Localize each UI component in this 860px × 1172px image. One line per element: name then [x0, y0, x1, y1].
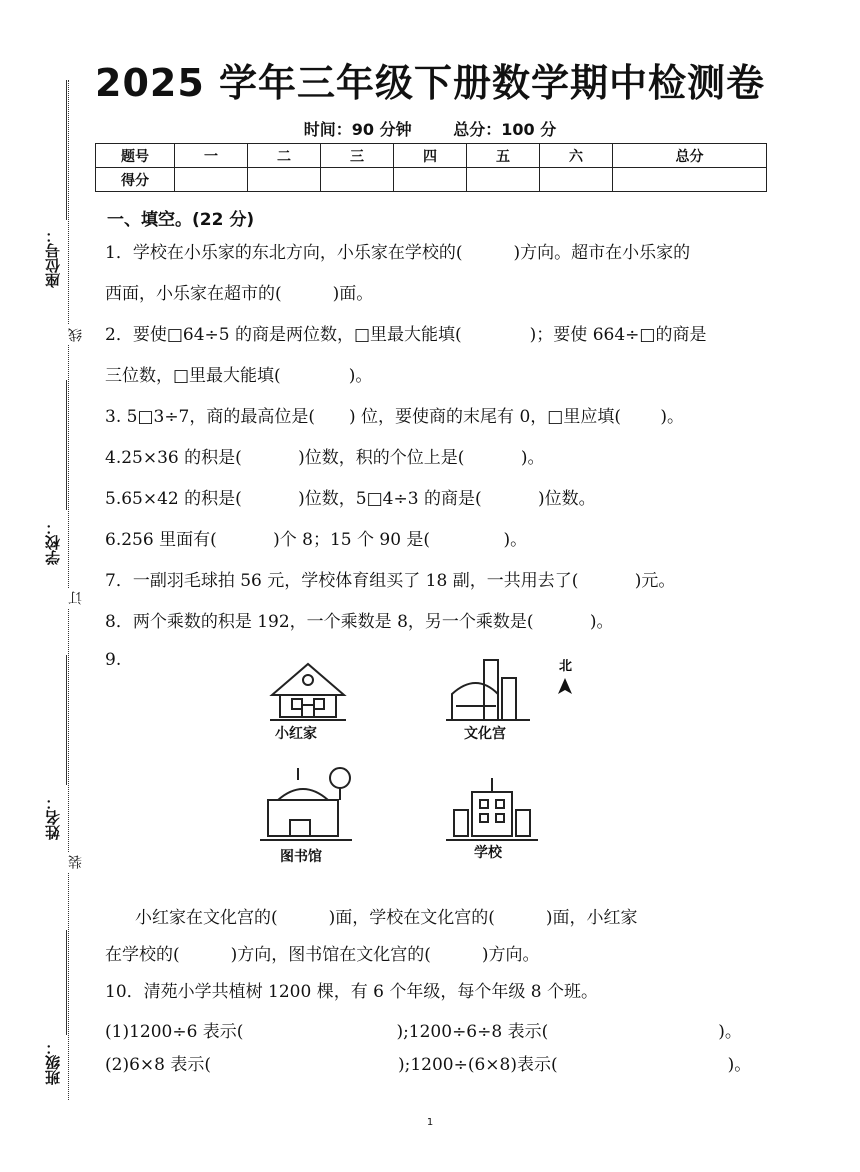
score-header-cell: 四 — [394, 144, 467, 168]
score-table-header-row — [96, 144, 767, 168]
score-cell[interactable] — [175, 168, 248, 192]
question-line: 6.256 里面有( )个 8；15 个 90 是( )。 — [105, 530, 528, 550]
score-header-cell: 二 — [248, 144, 321, 168]
north-arrow-icon — [558, 678, 572, 694]
score-header-cell: 六 — [540, 144, 613, 168]
page-number: 1 — [426, 1117, 434, 1128]
figure-label-palace: 文化宫 — [464, 726, 506, 742]
binding-margin — [30, 80, 100, 1100]
question-line: 9. — [105, 650, 122, 670]
score-header-cell: 总分 — [613, 144, 767, 168]
culture-palace-icon — [446, 660, 530, 720]
school-building-icon — [446, 778, 538, 840]
question-line: 2．要使□64÷5 的商是两位数，□里最大能填( )；要使 664÷□的商是 — [105, 325, 707, 345]
question-line: 1．学校在小乐家的东北方向，小乐家在学校的( )方向。超市在小乐家的 — [105, 243, 691, 263]
score-cell[interactable] — [394, 168, 467, 192]
score-header-cell: 三 — [321, 144, 394, 168]
staple-mark: 装 — [66, 852, 86, 872]
page-title: 2025 学年三年级下册数学期中检测卷 — [95, 61, 765, 105]
line-mark: 线 — [66, 325, 86, 345]
library-icon — [260, 768, 352, 840]
score-cell[interactable] — [467, 168, 540, 192]
name-blank[interactable] — [66, 655, 67, 785]
question-line: 5.65×42 的积是( )位数，5□4÷3 的商是( )位数。 — [105, 489, 596, 509]
name-label: 姓名： — [44, 795, 62, 840]
score-header-cell: 题号 — [96, 144, 175, 168]
q9-line: 小红家在文化宫的( )面，学校在文化宫的( )面，小红家 — [135, 908, 638, 928]
seat-label: 座位号： — [44, 228, 62, 288]
score-cell[interactable] — [540, 168, 613, 192]
class-blank[interactable] — [66, 930, 67, 1035]
score-cell[interactable] — [248, 168, 321, 192]
q9-line: 在学校的( )方向，图书馆在文化宫的( )方向。 — [105, 945, 540, 965]
figure-label-library: 图书馆 — [280, 849, 322, 865]
question-line: 4.25×36 的积是( )位数，积的个位上是( )。 — [105, 448, 545, 468]
exam-info — [0, 117, 860, 140]
question-line: 西面，小乐家在超市的( )面。 — [105, 284, 374, 304]
section-heading: 一、填空。(22 分) — [107, 210, 255, 230]
q10-line: 10．清苑小学共植树 1200 棵，有 6 个年级，每个年级 8 个班。 — [105, 982, 598, 1002]
figure-label-house: 小红家 — [275, 726, 317, 742]
direction-figure — [240, 650, 590, 875]
question-line: 三位数，□里最大能填( )。 — [105, 366, 373, 386]
seat-blank[interactable] — [66, 80, 67, 220]
score-header-cell: 一 — [175, 144, 248, 168]
question-line: 8．两个乘数的积是 192，一个乘数是 8，另一个乘数是( )。 — [105, 612, 614, 632]
question-line: 7．一副羽毛球拍 56 元，学校体育组买了 18 副，一共用去了( )元。 — [105, 571, 676, 591]
score-table-score-row — [96, 168, 767, 192]
score-cell[interactable] — [321, 168, 394, 192]
class-label: 班级： — [44, 1040, 62, 1085]
school-label: 学校： — [44, 520, 62, 565]
question-line: 3. 5□3÷7，商的最高位是( ) 位，要使商的末尾有 0，□里应填( )。 — [105, 407, 684, 427]
north-label: 北 — [559, 659, 573, 674]
exam-total: 总分：100 分 — [453, 120, 557, 139]
figure-label-school: 学校 — [474, 845, 502, 861]
exam-time: 时间：90 分钟 — [303, 120, 412, 139]
score-row-label: 得分 — [96, 168, 175, 192]
score-header-cell: 五 — [467, 144, 540, 168]
q10-line: (1)1200÷6 表示( );1200÷6÷8 表示( )。 — [105, 1022, 742, 1042]
q10-line: (2)6×8 表示( );1200÷(6×8)表示( )。 — [105, 1055, 752, 1075]
house-icon — [270, 664, 346, 720]
bind-mark: 订 — [66, 588, 86, 608]
score-table — [95, 143, 767, 192]
score-cell[interactable] — [613, 168, 767, 192]
school-blank[interactable] — [66, 380, 67, 510]
map-illustration — [240, 650, 590, 875]
